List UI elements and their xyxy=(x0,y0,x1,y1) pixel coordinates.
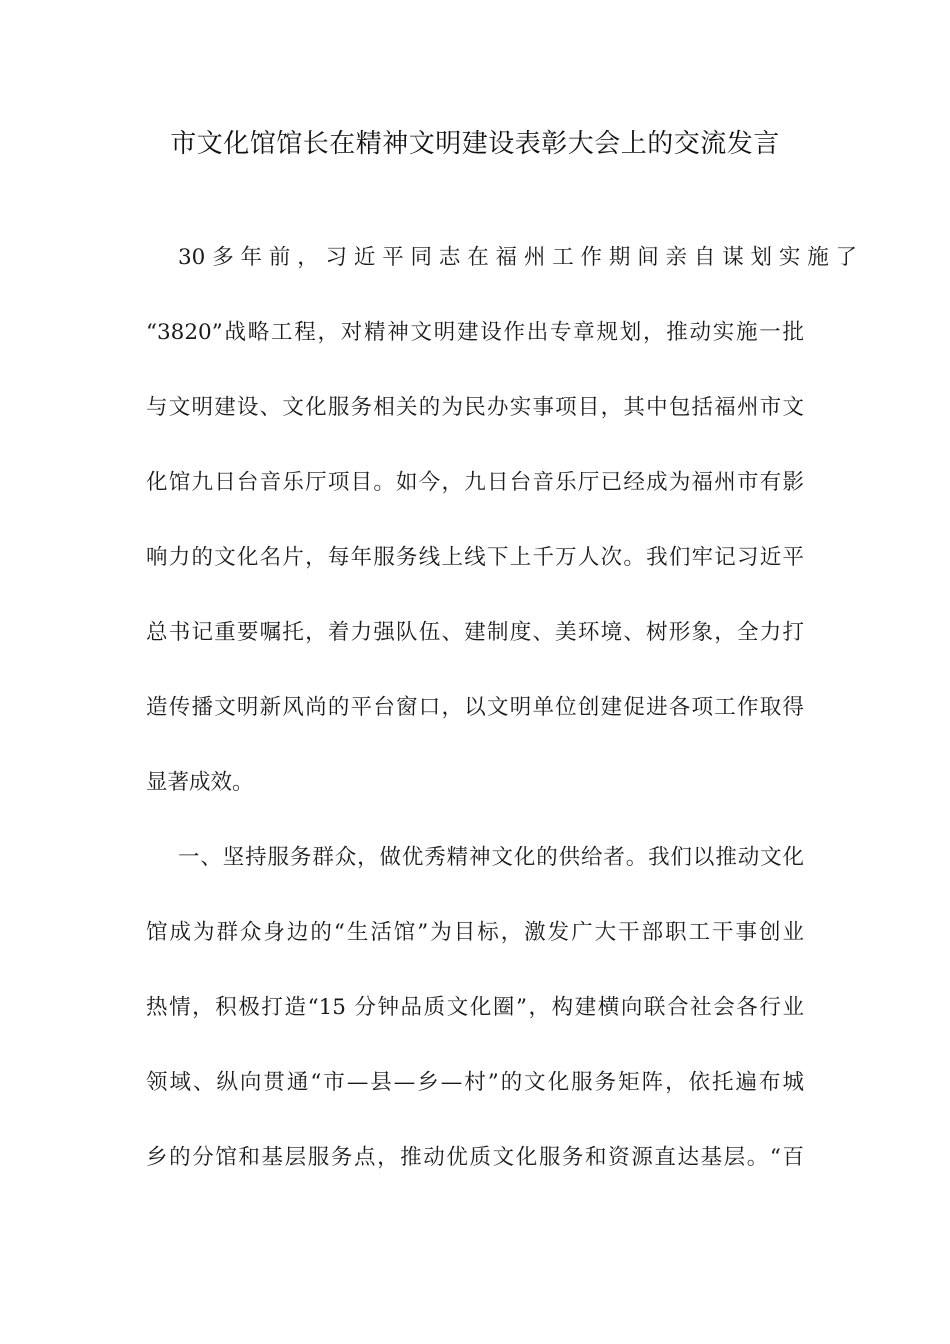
text-line: “3820”战略工程，对精神文明建设作出专章规划，推动实施一批 xyxy=(146,320,804,345)
text-line: 响力的文化名片，每年服务线上线下上千万人次。我们牢记习近平 xyxy=(146,545,804,570)
text-line: 领域、纵向贯通“市—县—乡—村”的文化服务矩阵，依托遍布城 xyxy=(146,1070,804,1095)
text-line: 显著成效。 xyxy=(146,770,254,795)
text-line: 造传播文明新风尚的平台窗口，以文明单位创建促进各项工作取得 xyxy=(146,695,804,720)
document-title: 市文化馆馆长在精神文明建设表彰大会上的交流发言 xyxy=(170,129,780,159)
text-line: 一、坚持服务群众，做优秀精神文化的供给者。我们以推动文化 xyxy=(178,845,804,870)
paragraph-2 xyxy=(146,838,804,1213)
text-line: 30 多 年 前 ， 习 近 平 同 志 在 福 州 工 作 期 间 亲 自 谋 划 实 施 了 xyxy=(178,245,858,270)
text-line: 与文明建设、文化服务相关的为民办实事项目，其中包括福州市文 xyxy=(146,395,804,420)
text-line: 乡的分馆和基层服务点，推动优质文化服务和资源直达基层。“百 xyxy=(146,1145,804,1170)
text-line: 总书记重要嘱托，着力强队伍、建制度、美环境、树形象，全力打 xyxy=(146,620,804,645)
text-line: 化馆九日台音乐厅项目。如今，九日台音乐厅已经成为福州市有影 xyxy=(146,470,804,495)
document-body xyxy=(146,238,858,1213)
text-line: 馆成为群众身边的“生活馆”为目标，激发广大干部职工干事创业 xyxy=(146,920,804,945)
text-line: 热情，积极打造“15 分钟品质文化圈”，构建横向联合社会各行业 xyxy=(146,995,804,1020)
paragraph-1 xyxy=(146,238,858,838)
